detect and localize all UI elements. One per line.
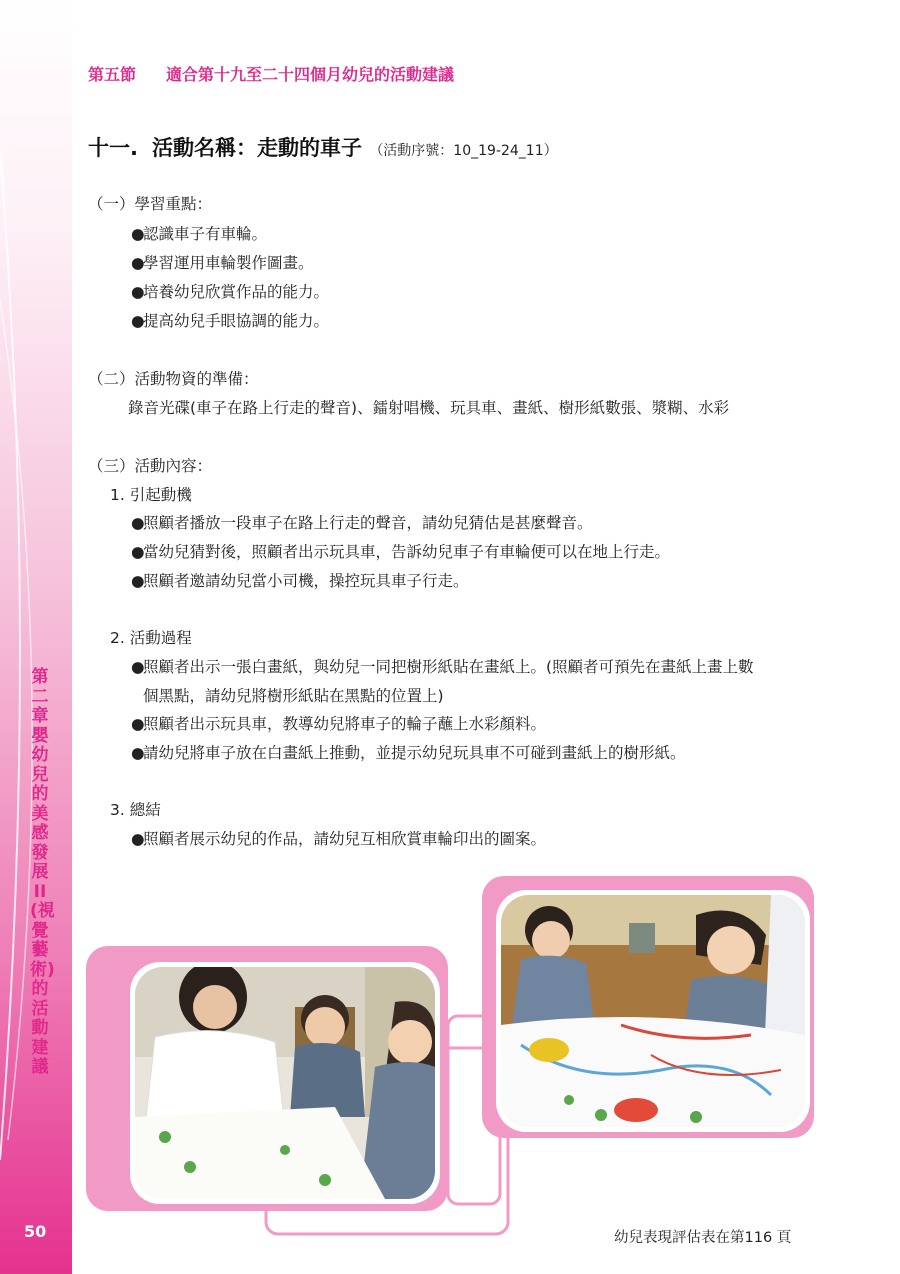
step1-title: 1. 引起動機 xyxy=(110,486,192,504)
assessment-reference: 幼兒表現評估表在第116 頁 xyxy=(614,1230,792,1246)
activity-photo-1 xyxy=(135,967,435,1199)
materials-heading: （二）活動物資的準備： xyxy=(88,370,259,388)
materials-text: 錄音光碟(車子在路上行走的聲音)、鐳射唱機、玩具車、畫紙、樹形紙數張、漿糊、水彩 xyxy=(128,399,730,417)
list-item: ●照顧者邀請幼兒當小司機，操控玩具車子行走。 xyxy=(131,572,469,590)
list-item: ●照顧者出示一張白畫紙，與幼兒一同把樹形紙貼在畫紙上。(照顧者可預先在畫紙上畫上數 xyxy=(131,658,754,676)
learning-points-heading: （一）學習重點： xyxy=(88,195,213,213)
list-item: ●認識車子有車輪。 xyxy=(131,225,268,243)
content-heading: （三）活動內容： xyxy=(88,457,213,475)
list-item: ●請幼兒將車子放在白畫紙上推動，並提示幼兒玩具車不可碰到畫紙上的樹形紙。 xyxy=(131,744,686,762)
step2-title: 2. 活動過程 xyxy=(110,629,192,647)
activity-number: 十一. xyxy=(88,136,138,160)
section-title: 適合第十九至二十四個月幼兒的活動建議 xyxy=(166,65,455,84)
activity-photo-2 xyxy=(501,895,805,1127)
list-item-continuation: 個黑點，請幼兒將樹形紙貼在黑點的位置上) xyxy=(143,687,444,705)
list-item: ●照顧者出示玩具車，教導幼兒將車子的輪子蘸上水彩顏料。 xyxy=(131,715,547,733)
activity-serial: （活動序號：10_19-24_11） xyxy=(369,143,558,159)
chapter-title-vertical: 第二章 嬰幼兒的美感發展II(視覺藝術)的活動建議 xyxy=(30,667,55,1077)
activity-title: 活動名稱：走動的車子 xyxy=(152,136,362,160)
section-label: 第五節 xyxy=(88,65,137,84)
list-item: ●照顧者展示幼兒的作品，請幼兒互相欣賞車輪印出的圖案。 xyxy=(131,830,547,848)
step3-title: 3. 總結 xyxy=(110,801,161,819)
list-item: ●培養幼兒欣賞作品的能力。 xyxy=(131,283,330,301)
list-item: ●學習運用車輪製作圖畫。 xyxy=(131,254,314,272)
list-item: ●提高幼兒手眼協調的能力。 xyxy=(131,312,330,330)
list-item: ●照顧者播放一段車子在路上行走的聲音，請幼兒猜估是甚麼聲音。 xyxy=(131,514,593,532)
page-number: 50 xyxy=(24,1222,47,1241)
list-item: ●當幼兒猜對後，照顧者出示玩具車，告訴幼兒車子有車輪便可以在地上行走。 xyxy=(131,543,671,561)
